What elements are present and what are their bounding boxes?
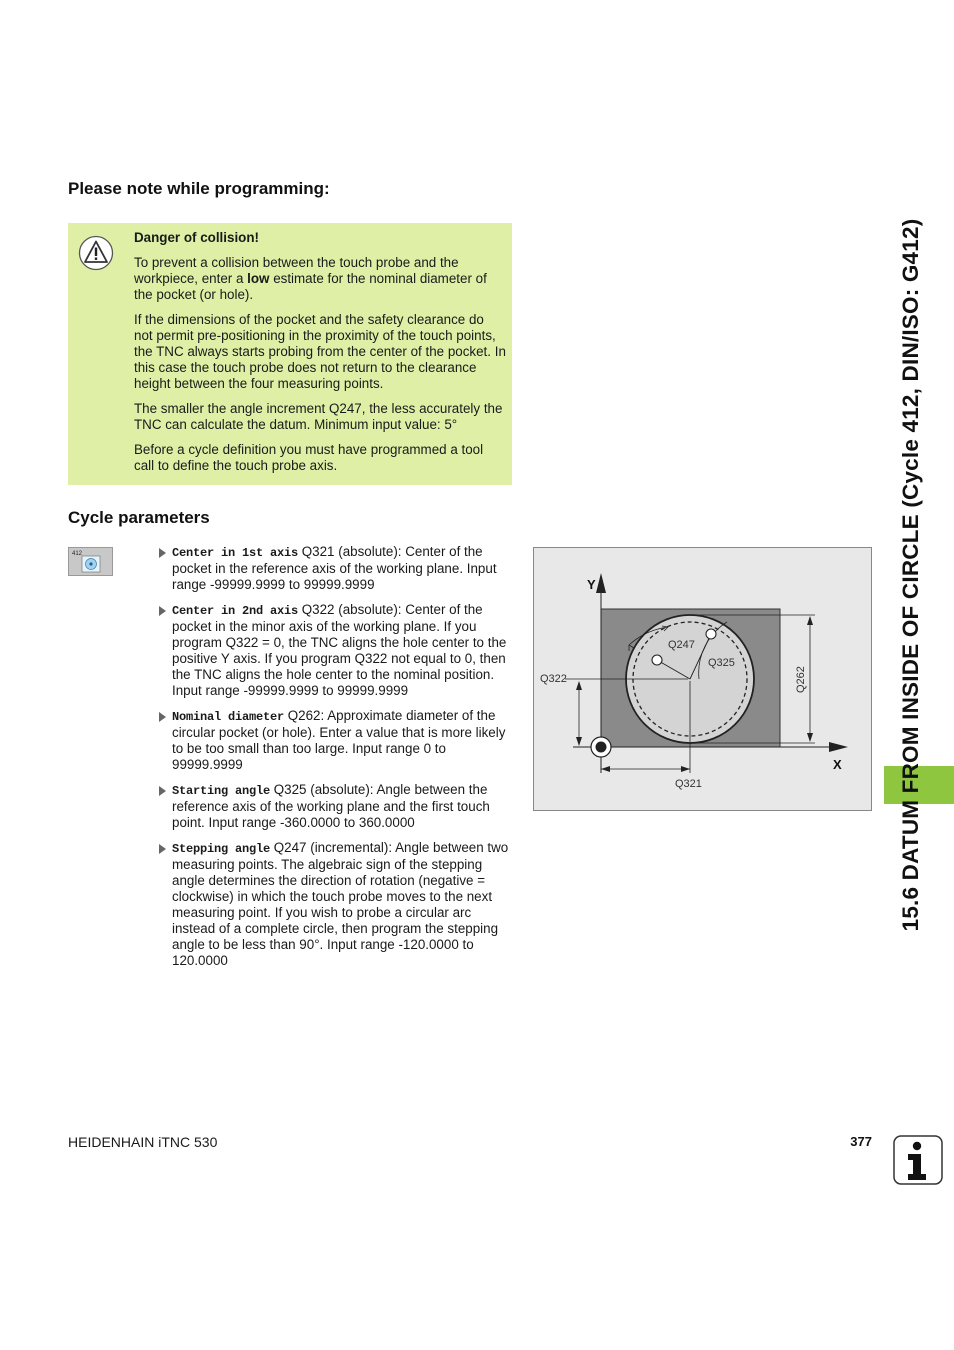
cycle-icon-label: 412 <box>72 551 83 557</box>
warning-p1-bold: low <box>247 271 270 286</box>
q322-label: Q322 <box>540 673 567 685</box>
warning-title: Danger of collision! <box>134 230 259 245</box>
bullet-arrow-icon <box>159 712 166 722</box>
param-center-1st-axis <box>158 544 512 593</box>
param-code: Nominal diameter <box>172 710 285 724</box>
warning-paragraph-4: Before a cycle definition you must have programmed a tool call to define the touch probe axis. <box>134 442 484 473</box>
q325-label: Q325 <box>708 657 735 669</box>
y-axis-label: Y <box>587 577 596 592</box>
warning-p1-text: To prevent a collision between the touch probe and the workpiece, enter a <box>134 255 459 286</box>
warning-paragraph-1 <box>134 255 506 303</box>
info-icon <box>893 1135 943 1185</box>
cycle-parameters-heading: Cycle parameters <box>68 508 210 527</box>
touch-point-1 <box>652 655 662 665</box>
param-code: Starting angle <box>172 784 271 798</box>
param-description: Q322 (absolute): Center of the pocket in the minor axis of the working plane. If you program Q322 = 0, the TNC aligns the hole center to the positive Y axis. If you program Q322 not equal to 0, then the TNC aligns the hole center to the nominal position. Input range -99999.9999 to 99999.9999 <box>172 602 507 698</box>
bullet-arrow-icon <box>159 606 166 616</box>
q247-label: Q247 <box>668 639 695 651</box>
param-starting-angle <box>158 782 512 831</box>
warning-text <box>134 230 506 483</box>
param-code: Stepping angle <box>172 842 271 856</box>
collision-warning-box <box>68 223 512 485</box>
param-stepping-angle <box>158 840 512 969</box>
warning-p1-text-end: estimate for the nominal diameter of the pocket (or hole). <box>134 271 487 302</box>
bullet-arrow-icon <box>159 844 166 854</box>
param-nominal-diameter <box>158 708 512 773</box>
param-description: Q325 (absolute): Angle between the reference axis of the working plane and the first touch point. Input range -360.0000 to 360.0000 <box>172 782 490 830</box>
cycle-412-softkey-icon <box>68 547 113 576</box>
footer-product: HEIDENHAIN iTNC 530 <box>68 1134 218 1150</box>
x-axis-label: X <box>833 757 842 772</box>
warning-triangle-icon <box>78 235 114 271</box>
param-code: Center in 2nd axis <box>172 604 299 618</box>
parameter-list <box>158 544 512 978</box>
param-description: Q321 (absolute): Center of the pocket in the reference axis of the working plane. Input range -99999.9999 to 99999.9999 <box>172 544 497 592</box>
warning-paragraph-3: The smaller the angle increment Q247, the less accurately the TNC can calculate the datum. Minimum input value: 5° <box>134 401 503 432</box>
bullet-arrow-icon <box>159 548 166 558</box>
param-description: Q247 (incremental): Angle between two measuring points. The algebraic sign of the stepping angle determines the direction of rotation (negative = clockwise) in which the touch probe moves to the next measuring point. If you wish to probe a circular arc instead of a complete circle, then program the stepping angle to be less than 90°. Input range -120.0000 to 120.0000 <box>172 840 509 968</box>
circle-datum-diagram <box>533 547 872 811</box>
param-description: Q262: Approximate diameter of the circular pocket (or hole). Enter a value that is more likely to be too small than too large. Input range 0 to 99999.9999 <box>172 708 506 772</box>
param-center-2nd-axis <box>158 602 512 699</box>
datum-symbol-center <box>596 742 607 753</box>
param-code: Center in 1st axis <box>172 546 299 560</box>
page-number: 377 <box>850 1134 872 1149</box>
touch-point-2 <box>706 629 716 639</box>
q321-label: Q321 <box>675 778 702 790</box>
note-heading: Please note while programming: <box>68 179 330 198</box>
chapter-side-title-text: 15.6 DATUM FROM INSIDE OF CIRCLE (Cycle 412, DIN/ISO: G412) <box>898 218 923 932</box>
q262-label: Q262 <box>795 666 807 693</box>
warning-paragraph-2: If the dimensions of the pocket and the safety clearance do not permit pre-positioning in the proximity of the touch points, the TNC always starts probing from the center of the pocket. In this case the touch probe does not return to the clearance height between the four measuring points. <box>134 312 506 391</box>
bullet-arrow-icon <box>159 786 166 796</box>
